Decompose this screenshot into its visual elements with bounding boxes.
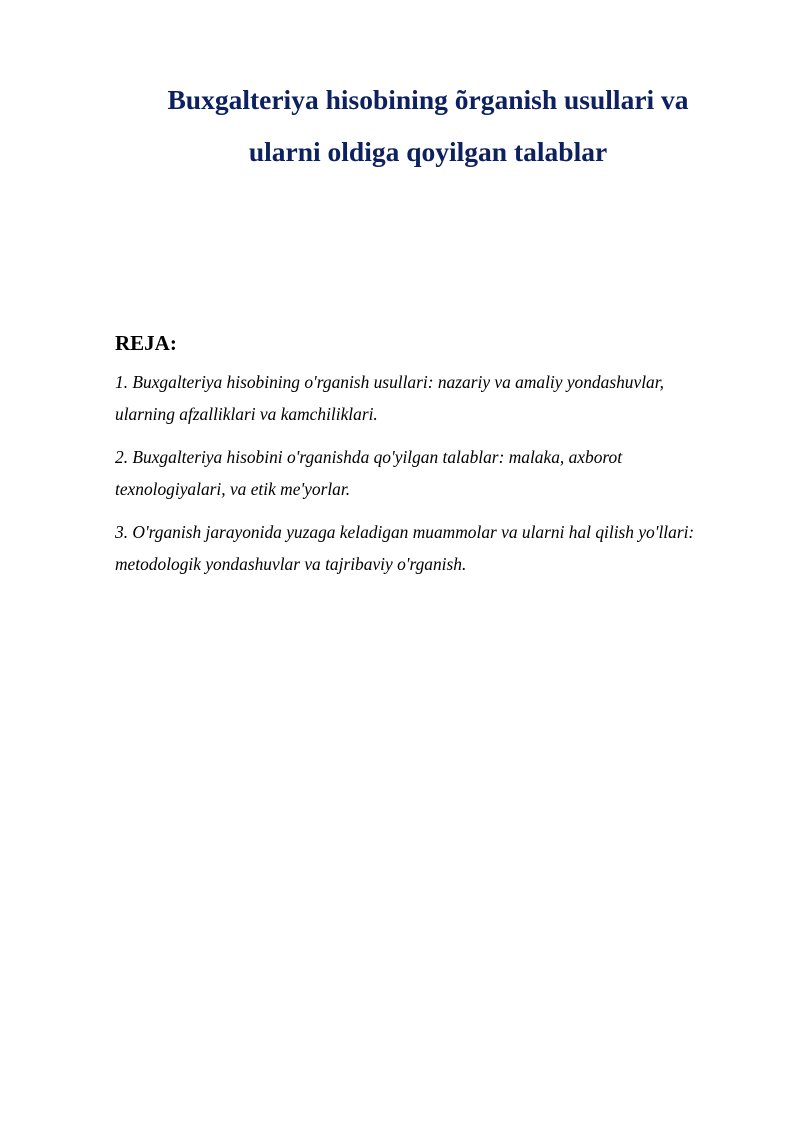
plan-item-1-line-2: ularning afzalliklari va kamchiliklari.: [115, 404, 378, 424]
plan-item-1-line-1: 1. Buxgalteriya hisobining o'rganish usullari: nazariy va amaliy yondashuvlar,: [115, 372, 664, 392]
document-title-line-2: ularni oldiga qoyilgan talablar: [248, 136, 608, 167]
plan-item-2: [115, 441, 765, 505]
plan-item-2-line-1: 2. Buxgalteriya hisobini o'rganishda qo'yilgan talablar: malaka, axborot: [115, 447, 623, 467]
plan-list: [115, 366, 765, 580]
plan-heading: REJA:: [115, 331, 177, 355]
plan-item-3-line-1: 3. O'rganish jarayonida yuzaga keladigan muammolar va ularni hal qilish yo'llari:: [115, 522, 695, 542]
plan-item-2-line-2: texnologiyalari, va etik me'yorlar.: [115, 479, 351, 499]
plan-item-3: [115, 516, 765, 580]
document-title-line-1: Buxgalteriya hisobining õrganish usullari va: [167, 84, 689, 115]
plan-item-1: [115, 366, 765, 430]
plan-item-3-line-2: metodologik yondashuvlar va tajribaviy o'rganish.: [115, 554, 467, 574]
plan-section: [115, 326, 765, 591]
document-title: [100, 74, 756, 178]
